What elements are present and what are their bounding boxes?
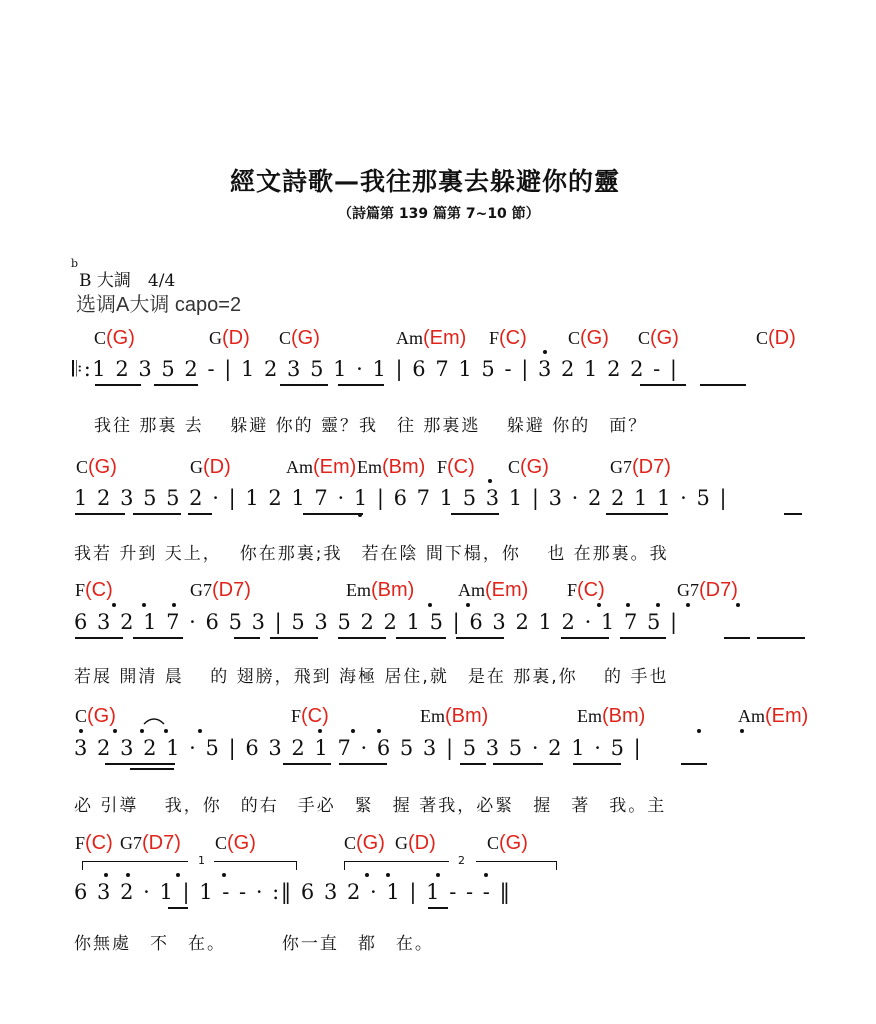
lyrics: 我若 升到 天上， 你在那裏;我 若在陰 間下榻，你 也 在那裏。我 bbox=[74, 544, 669, 564]
underline bbox=[338, 384, 384, 386]
octave-dot bbox=[484, 873, 488, 877]
underline bbox=[270, 637, 318, 639]
lyrics: 必 引導 我，你 的右 手必 緊 握 著我，必緊 握 著 我。主 bbox=[74, 796, 667, 816]
octave-dot bbox=[428, 603, 432, 607]
chord: G7(D7) bbox=[677, 579, 738, 601]
octave-dot bbox=[79, 729, 83, 733]
volta-number-2: 2 bbox=[458, 854, 465, 867]
octave-dot bbox=[164, 729, 168, 733]
octave-dot bbox=[172, 603, 176, 607]
notation: 6 3 2 · 1 | 1 - - · :‖ 6 3 2 · 1 | 1 - - - ‖ bbox=[74, 880, 512, 904]
chord: G7(D7) bbox=[120, 832, 181, 854]
underline bbox=[451, 513, 499, 515]
octave-dot bbox=[377, 729, 381, 733]
chord: Am(Em) bbox=[396, 327, 467, 349]
chord: Em(Bm) bbox=[357, 456, 426, 478]
underline bbox=[456, 637, 504, 639]
notation: 6 3 2 1 7 · 6 5 3 | 5 3 5 2 2 1 5 | 6 3 2 1 2 · 1 7 5 | bbox=[74, 610, 679, 634]
octave-dot bbox=[740, 729, 744, 733]
key-signature: B 大調 4/4 bbox=[79, 271, 176, 291]
octave-dot bbox=[656, 603, 660, 607]
octave-dot bbox=[176, 873, 180, 877]
underline bbox=[133, 637, 183, 639]
octave-dot bbox=[126, 873, 130, 877]
capo-note: 选调A大调 capo=2 bbox=[76, 294, 242, 316]
notation: 3 2 3 2 1 · 5 | 6 3 2 1 7 · 6 5 3 | 5 3 5 · 2 1 · 5 | bbox=[74, 736, 643, 760]
chord: C(G) bbox=[487, 832, 528, 854]
underline bbox=[700, 384, 746, 386]
underline bbox=[339, 763, 387, 765]
underline bbox=[280, 384, 328, 386]
octave-dot bbox=[222, 873, 226, 877]
lyrics: 若展 開清 晨 的 翅膀，飛到 海極 居住,就 是在 那裏,你 的 手也 bbox=[74, 667, 669, 687]
underline bbox=[640, 384, 686, 386]
chord: C(D) bbox=[756, 327, 796, 349]
underline bbox=[283, 763, 331, 765]
chord: F(C) bbox=[75, 579, 113, 601]
underline bbox=[75, 637, 123, 639]
underline bbox=[396, 637, 446, 639]
octave-dot bbox=[113, 729, 117, 733]
chord: F(C) bbox=[567, 579, 605, 601]
octave-dot bbox=[386, 873, 390, 877]
octave-dot bbox=[597, 603, 601, 607]
octave-dot bbox=[697, 729, 701, 733]
chord: F(C) bbox=[437, 456, 475, 478]
chord: G(D) bbox=[209, 327, 250, 349]
underline bbox=[75, 513, 125, 515]
underline bbox=[168, 907, 188, 909]
underline bbox=[606, 513, 668, 515]
underline bbox=[105, 763, 175, 765]
underline bbox=[95, 384, 141, 386]
chord: C(G) bbox=[94, 327, 135, 349]
volta-bracket-2-left bbox=[344, 861, 449, 870]
chord: G7(D7) bbox=[190, 579, 251, 601]
chord: C(G) bbox=[638, 327, 679, 349]
octave-dot bbox=[140, 729, 144, 733]
underline bbox=[757, 637, 805, 639]
chord: C(G) bbox=[344, 832, 385, 854]
octave-dot bbox=[318, 729, 322, 733]
underline bbox=[188, 513, 212, 515]
underline bbox=[303, 513, 363, 515]
underline bbox=[493, 763, 543, 765]
volta-number-1: 1 bbox=[198, 854, 205, 867]
chord: F(C) bbox=[291, 705, 329, 727]
chord: Em(Bm) bbox=[577, 705, 646, 727]
notation: 𝄆:1 2 3 5 2 - | 1 2 3 5 1 · 1 | 6 7 1 5 - | 3 2 1 2 2 - | bbox=[72, 357, 679, 381]
volta-bracket-1-right bbox=[214, 861, 297, 870]
octave-dot bbox=[351, 729, 355, 733]
slur-mark bbox=[142, 714, 166, 726]
underline bbox=[561, 637, 609, 639]
chord: C(G) bbox=[75, 705, 116, 727]
chord: F(C) bbox=[75, 832, 113, 854]
octave-dot bbox=[436, 873, 440, 877]
chord: G(D) bbox=[395, 832, 436, 854]
chord: C(G) bbox=[76, 456, 117, 478]
volta-bracket-1-left bbox=[82, 861, 188, 870]
octave-dot bbox=[736, 603, 740, 607]
flat-sign: b bbox=[71, 257, 79, 270]
lyrics: 你無處 不 在。 你一直 都 在。 bbox=[74, 934, 434, 954]
chord: C(G) bbox=[568, 327, 609, 349]
octave-dot bbox=[112, 603, 116, 607]
chord: Am(Em) bbox=[286, 456, 357, 478]
underline bbox=[460, 763, 486, 765]
octave-dot bbox=[626, 603, 630, 607]
chord: F(C) bbox=[489, 327, 527, 349]
chord: Em(Bm) bbox=[420, 705, 489, 727]
underline bbox=[620, 637, 666, 639]
underline bbox=[573, 763, 621, 765]
octave-dot bbox=[198, 729, 202, 733]
chord: C(G) bbox=[279, 327, 320, 349]
underline bbox=[234, 637, 260, 639]
underline bbox=[338, 637, 386, 639]
chord: C(G) bbox=[508, 456, 549, 478]
underline bbox=[154, 384, 198, 386]
song-title: 經文詩歌—我往那裏去躲避你的靈 bbox=[230, 167, 621, 196]
underline bbox=[784, 513, 802, 515]
notation: 1 2 3 5 5 2 · | 1 2 1 7 · 1 | 6 7 1 5 3 1 | 3 · 2 2 1 1 · 5 | bbox=[74, 486, 729, 510]
octave-dot bbox=[488, 479, 492, 483]
underline bbox=[133, 513, 181, 515]
underline bbox=[130, 768, 174, 770]
lyrics: 我往 那裏 去 躲避 你的 靈？我 往 那裏逃 躲避 你的 面？ bbox=[94, 416, 648, 436]
chord: C(G) bbox=[215, 832, 256, 854]
chord: G7(D7) bbox=[610, 456, 671, 478]
underline bbox=[681, 763, 707, 765]
octave-dot bbox=[543, 350, 547, 354]
octave-dot bbox=[466, 603, 470, 607]
underline bbox=[724, 637, 750, 639]
octave-dot bbox=[358, 513, 362, 517]
octave-dot bbox=[142, 603, 146, 607]
chord: G(D) bbox=[190, 456, 231, 478]
song-subtitle: （詩篇第 139 篇第 7~10 節） bbox=[338, 206, 540, 222]
volta-bracket-2-right bbox=[476, 861, 557, 870]
chord: Em(Bm) bbox=[346, 579, 415, 601]
underline bbox=[428, 907, 448, 909]
chord: Am(Em) bbox=[458, 579, 529, 601]
octave-dot bbox=[104, 873, 108, 877]
chord: Am(Em) bbox=[738, 705, 809, 727]
octave-dot bbox=[365, 873, 369, 877]
octave-dot bbox=[686, 603, 690, 607]
